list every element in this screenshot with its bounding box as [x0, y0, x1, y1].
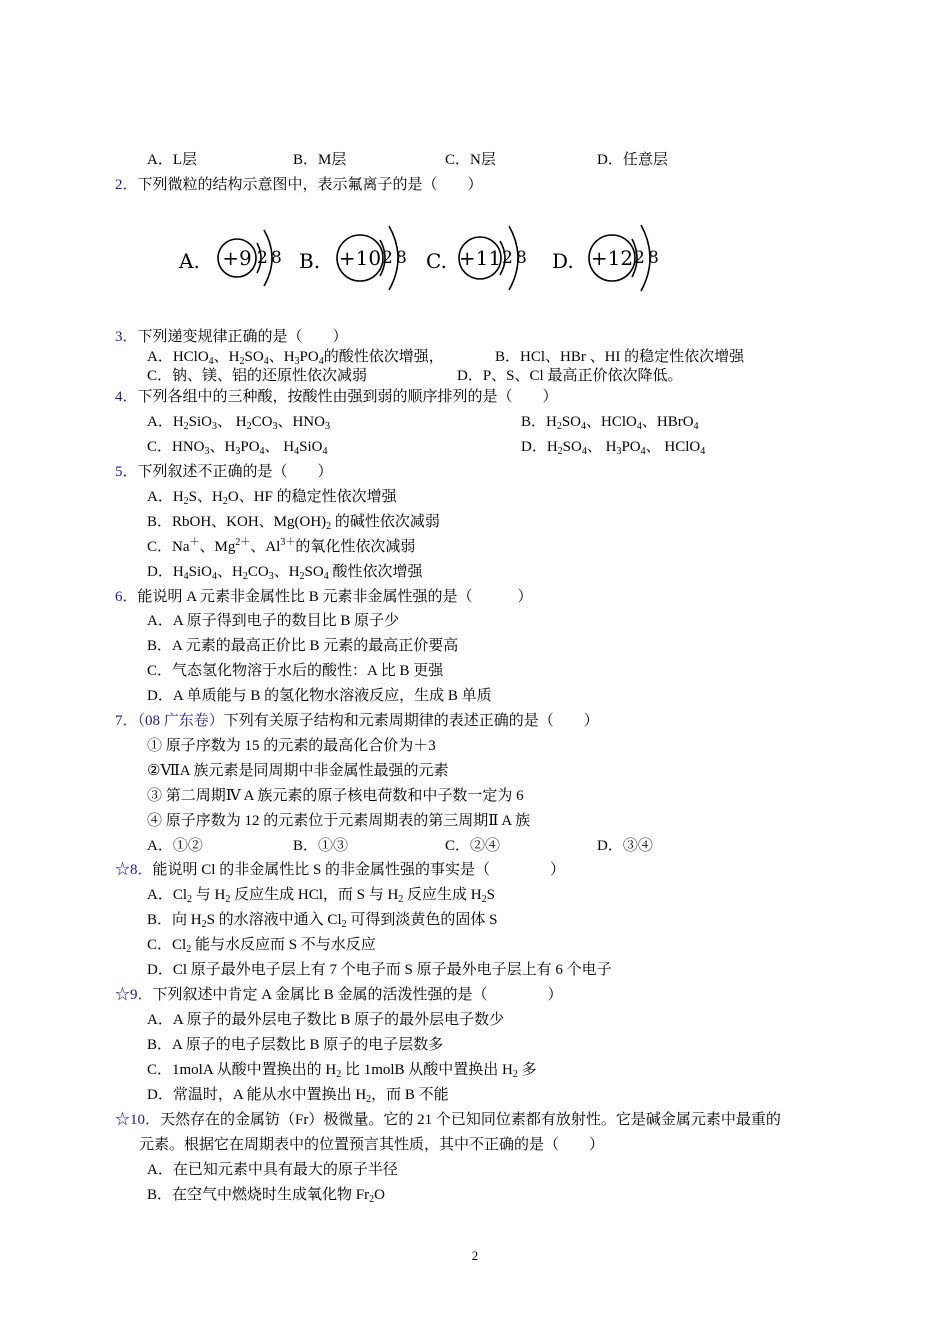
shell-1-electrons: 2: [257, 248, 268, 268]
question-10-stem-cont: 元素。根据它在周期表中的位置预言其性质，其中不正确的是（ ）: [139, 1137, 605, 1153]
q7-option-b: B．①③: [293, 838, 349, 854]
shell-2-electrons: 8: [648, 248, 659, 268]
shell-2-electrons: 8: [516, 248, 527, 268]
question-number: ☆8．: [115, 862, 153, 878]
question-3: [115, 327, 348, 347]
q10-option-a: A．在已知元素中具有最大的原子半径: [147, 1162, 398, 1178]
q5-option-d: D．$H_4SiO_4$、$H_2CO_3$、$H_2SO_4$ 酸性依次增强: [147, 564, 423, 582]
q4-option-d: D．$H_2SO_4$、 $H_3PO_4$、 HClO$_4$: [521, 439, 706, 457]
q1-option-d: D．任意层: [597, 152, 668, 168]
q4-option-a: A．$H_2SiO_3$、 $H_2CO_3$、$HNO_3$: [147, 414, 330, 432]
shell-2-electrons: 8: [396, 248, 407, 268]
q3-option-d: D．P、S、Cl 最高正价依次降低。: [457, 368, 683, 384]
q8-option-a: A．$Cl_2$ 与 $H_2$ 反应生成 HCl，而 S 与 $H_2$ 反应生成 $H_2S$: [147, 887, 495, 905]
atom-diagram-d: [548, 208, 678, 308]
question-number: 6．: [115, 589, 138, 605]
question-number: 4．: [115, 389, 138, 405]
q1-option-a: A．L层: [147, 152, 197, 168]
question-stem: 下列递变规律正确的是（ ）: [137, 329, 348, 345]
question-stem: 能说明 A 元素非金属性比 B 元素非金属性强的是（ ）: [137, 589, 533, 605]
nucleus-charge: +12: [590, 246, 634, 270]
q9-option-b: B．A 原子的电子层数比 B 原子的电子层数多: [147, 1037, 444, 1053]
q9-option-a: A．A 原子的最外层电子数比 B 原子的最外层电子数少: [147, 1012, 505, 1028]
q8-option-b: B．向 $H_2S$ 的水溶液中通入 $Cl_2$ 可得到淡黄色的固体 S: [147, 912, 498, 930]
question-number: ☆9．: [115, 987, 153, 1003]
q4-option-c: C．$HNO_3$、$H_3PO_4$、 $H_4SiO_4$: [147, 439, 328, 457]
atom-diagram-b: [295, 208, 425, 308]
q8-option-d: D．Cl 原子最外电子层上有 7 个电子而 S 原子最外电子层上有 6 个电子: [147, 962, 612, 978]
q3-option-a: A．HClO$_4$、$H_2SO_4$、$H_3PO_4$的酸性依次增强，: [147, 349, 444, 367]
shell-1-electrons: 2: [382, 248, 393, 268]
q5-option-b: B．RbOH、KOH、$Mg(OH)_2$ 的碱性依次减弱: [147, 514, 440, 532]
q1-option-b: B．M层: [293, 152, 347, 168]
nucleus-charge: +11: [458, 246, 502, 270]
q10-option-b: B．在空气中燃烧时生成氧化物 $Fr_2O$: [147, 1187, 385, 1205]
diagram-letter: B.: [299, 249, 321, 273]
q7-statement-4: ④ 原子序数为 12 的元素位于元素周期表的第三周期Ⅱ A 族: [147, 813, 531, 829]
shell-1-electrons: 2: [634, 248, 645, 268]
shell-1-electrons: 2: [502, 248, 513, 268]
page-number: 2: [471, 1248, 479, 1263]
question-2: [115, 175, 483, 195]
question-stem: 下列叙述不正确的是（ ）: [137, 464, 333, 480]
question-stem: 下列微粒的结构示意图中，表示氟离子的是（ ）: [137, 177, 483, 193]
diagram-letter: D.: [552, 249, 574, 273]
question-number: 5．: [115, 464, 138, 480]
question-number: 3．: [115, 329, 138, 345]
nucleus-charge: +10: [338, 246, 382, 270]
question-source: （08 广东卷）: [137, 713, 224, 729]
question-6: [115, 587, 533, 607]
question-stem: 下列叙述中肯定 A 金属比 B 金属的活泼性强的是（ ）: [152, 987, 563, 1003]
q9-option-d: D．常温时，A 能从水中置换出 $H_2$，而 B 不能: [147, 1087, 449, 1105]
q8-option-c: C．$Cl_2$ 能与水反应而 S 不与水反应: [147, 937, 376, 955]
q7-option-a: A．①②: [147, 838, 203, 854]
q1-option-c: C．N层: [445, 152, 496, 168]
question-stem: 能说明 Cl 的非金属性比 S 的非金属性强的事实是（ ）: [152, 862, 566, 878]
q7-statement-2: ②ⅦA 族元素是同周期中非金属性最强的元素: [147, 763, 449, 779]
atom-diagram-c: [422, 208, 552, 308]
question-5: [115, 462, 333, 482]
q3-option-b: B．HCl、HBr 、HI 的稳定性依次增强: [495, 349, 745, 365]
question-stem: 天然存在的金属钫（Fr）极微量。它的 21 个已知同位素都有放射性。它是碱金属元素中最重的: [160, 1112, 781, 1128]
question-9: [115, 985, 563, 1005]
question-8: [115, 860, 565, 880]
q7-statement-1: ① 原子序数为 15 的元素的最高化合价为＋3: [147, 738, 436, 754]
question-stem: 下列有关原子结构和元素周期律的表述正确的是（ ）: [223, 713, 599, 729]
q7-option-d: D．③④: [597, 838, 653, 854]
question-7: [115, 711, 599, 731]
atom-diagram-a: [175, 208, 305, 308]
q6-option-b: B．A 元素的最高正价比 B 元素的最高正价要高: [147, 638, 459, 654]
q3-option-c: C．钠、镁、铝的还原性依次减弱: [147, 368, 368, 384]
q5-option-c: C．Na＋、$Mg^{2+}$、$Al^{3+}$的氧化性依次减弱: [147, 537, 416, 555]
question-4: [115, 387, 558, 407]
question-number: ☆10．: [115, 1112, 161, 1128]
q6-option-a: A．A 原子得到电子的数目比 B 原子少: [147, 613, 400, 629]
q9-option-c: C．1molA 从酸中置换出的 $H_2$ 比 1molB 从酸中置换出 $H_2$ 多: [147, 1062, 537, 1080]
diagram-letter: C.: [426, 249, 447, 273]
question-10: [115, 1110, 781, 1130]
q5-option-a: A．$H_2S$、$H_2O$、HF 的稳定性依次增强: [147, 489, 397, 507]
question-number: 7．: [115, 713, 138, 729]
shell-2-electrons: 8: [271, 248, 282, 268]
nucleus-charge: +9: [222, 246, 252, 270]
q6-option-c: C．气态氢化物溶于水后的酸性：A 比 B 更强: [147, 663, 444, 679]
question-stem: 下列各组中的三种酸，按酸性由强到弱的顺序排列的是（ ）: [137, 389, 558, 405]
q6-option-d: D．A 单质能与 B 的氢化物水溶液反应，生成 B 单质: [147, 688, 492, 704]
diagram-letter: A.: [179, 249, 200, 273]
q4-option-b: B．$H_2SO_4$、HClO$_4$、HBrO$_4$: [521, 414, 699, 432]
q7-statement-3: ③ 第二周期Ⅳ A 族元素的原子核电荷数和中子数一定为 6: [147, 788, 524, 804]
question-number: 2．: [115, 177, 138, 193]
q7-option-c: C．②④: [445, 838, 501, 854]
